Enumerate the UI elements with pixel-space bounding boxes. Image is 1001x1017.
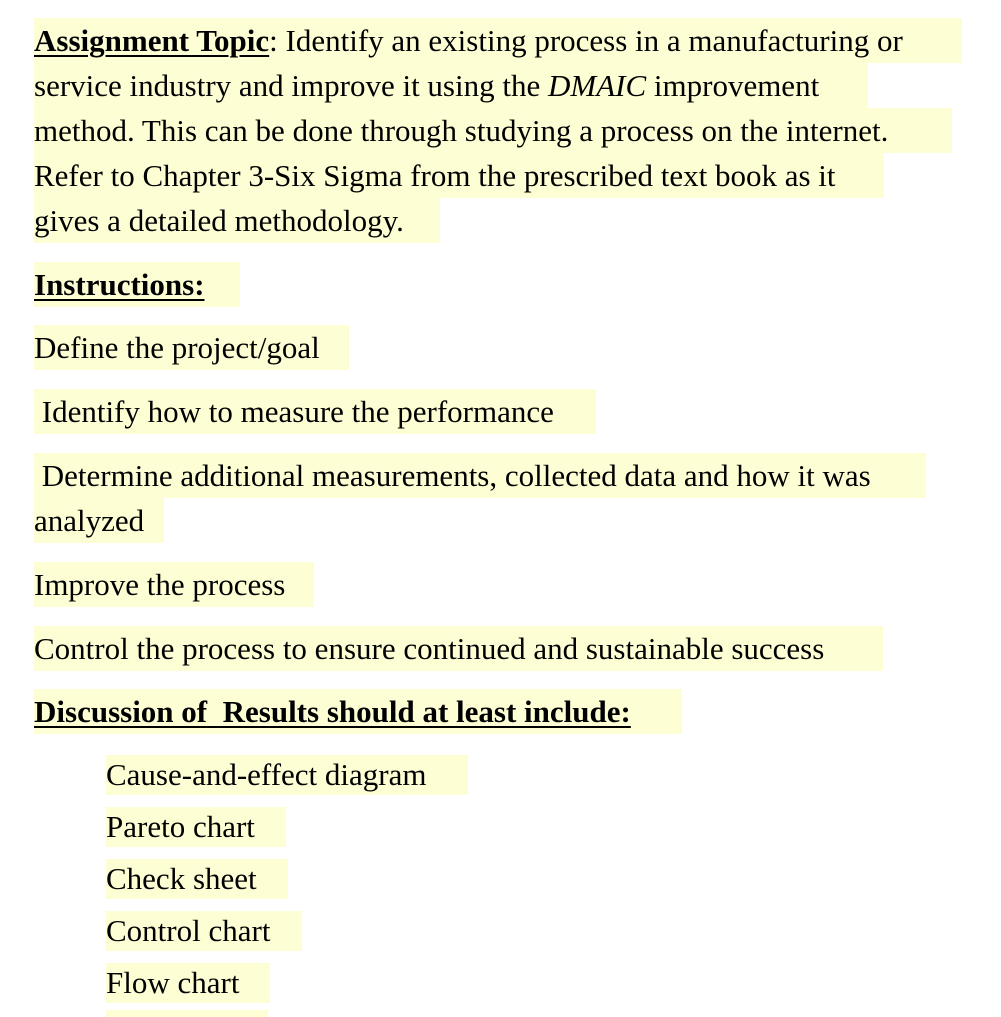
topic-line-5 bbox=[34, 198, 440, 243]
instruction-step-analyze-text: Determine additional measurements, collected data and how it was bbox=[34, 458, 871, 493]
instruction-step-control-text: Control the process to ensure continued and sustainable success bbox=[34, 631, 833, 666]
topic-line-3-text: method. This can be done through studying a process on the internet. bbox=[34, 113, 889, 148]
discussion-item-check-sheet bbox=[106, 859, 288, 899]
discussion-heading: Discussion of Results should at least include: bbox=[34, 694, 631, 729]
discussion-item-pareto bbox=[106, 807, 286, 847]
discussion-item-control-chart-text: Control chart bbox=[106, 913, 279, 948]
topic-line-2-text-b: improvement bbox=[646, 68, 820, 103]
discussion-item-flow-chart-text: Flow chart bbox=[106, 965, 248, 1000]
discussion-item-cause-effect-text: Cause-and-effect diagram bbox=[106, 757, 435, 792]
discussion-item-control-chart bbox=[106, 911, 302, 951]
instructions-heading-line bbox=[34, 262, 240, 307]
instruction-step-analyze-cont-text: analyzed bbox=[34, 503, 152, 538]
instruction-step-analyze bbox=[34, 453, 926, 498]
topic-colon: : bbox=[269, 23, 278, 58]
discussion-item-pareto-text: Pareto chart bbox=[106, 809, 263, 844]
topic-line-2 bbox=[34, 63, 868, 108]
instruction-step-improve bbox=[34, 562, 314, 607]
topic-method-name: DMAIC bbox=[547, 68, 647, 103]
topic-line-3 bbox=[34, 108, 952, 153]
discussion-item-cause-effect bbox=[106, 755, 468, 795]
topic-line-1 bbox=[34, 18, 962, 63]
topic-line-1-text: Identify an existing process in a manufacturing or bbox=[277, 23, 903, 58]
instruction-step-analyze-cont bbox=[34, 498, 164, 543]
topic-line-2-text-a: service industry and improve it using the bbox=[34, 68, 548, 103]
discussion-heading-line bbox=[34, 689, 682, 734]
topic-label: Assignment Topic bbox=[34, 23, 270, 58]
instruction-step-measure-text: Identify how to measure the performance bbox=[34, 394, 562, 429]
instructions-heading: Instructions: bbox=[34, 267, 205, 302]
topic-line-4 bbox=[34, 153, 884, 198]
discussion-item-check-sheet-text: Check sheet bbox=[106, 861, 265, 896]
instruction-step-define bbox=[34, 325, 349, 370]
topic-line-5-text: gives a detailed methodology. bbox=[34, 203, 404, 238]
discussion-item-flow-chart bbox=[106, 963, 270, 1003]
instruction-step-control bbox=[34, 626, 883, 671]
instruction-step-measure bbox=[34, 389, 596, 434]
topic-line-4-text: Refer to Chapter 3-Six Sigma from the prescribed text book as it bbox=[34, 158, 836, 193]
instruction-step-improve-text: Improve the process bbox=[34, 567, 294, 602]
next-item-highlight-fragment bbox=[106, 1010, 268, 1017]
instruction-step-define-text: Define the project/goal bbox=[34, 330, 328, 365]
